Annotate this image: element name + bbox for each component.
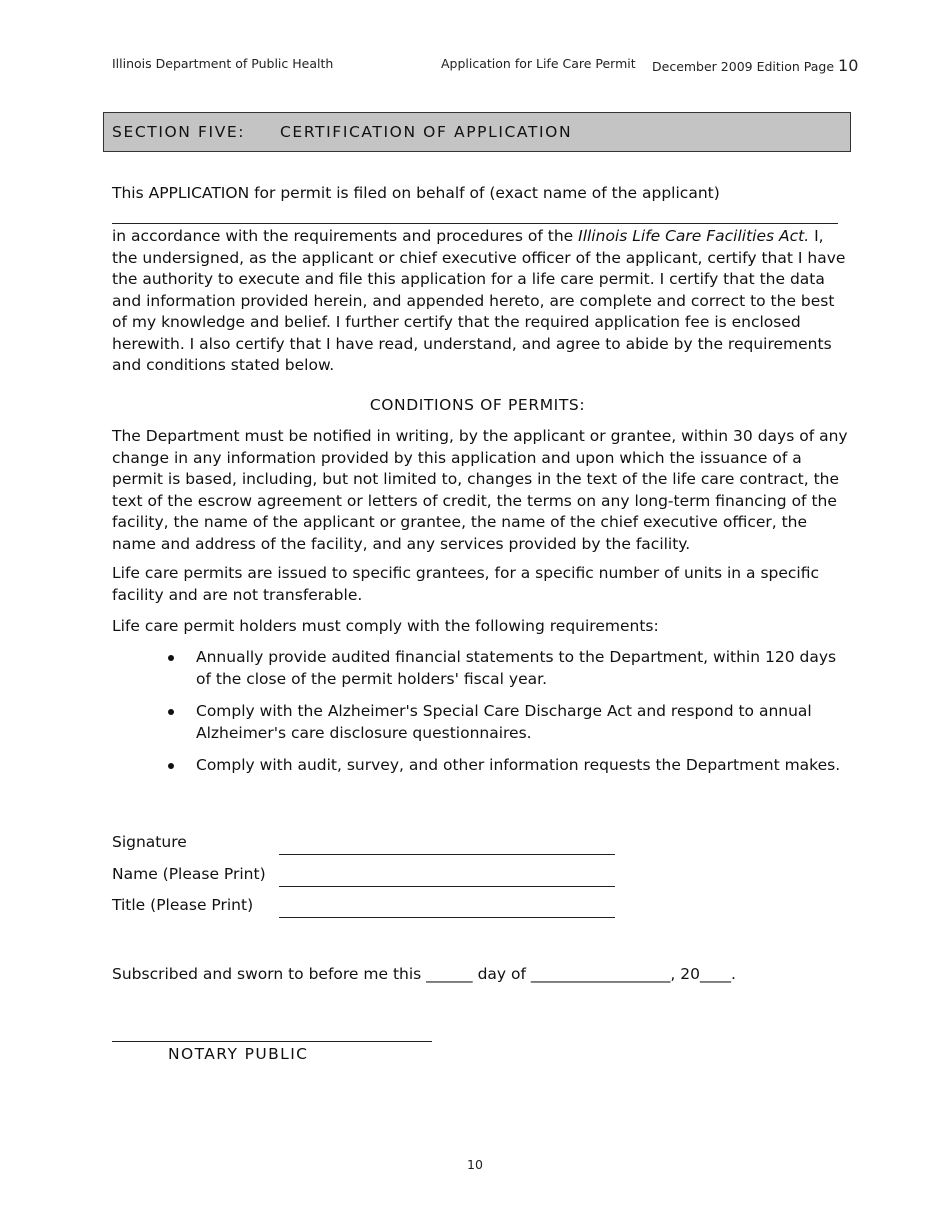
notary-public-label: NOTARY PUBLIC <box>168 1045 309 1063</box>
requirement-text: Annually provide audited financial statements to the Department, within 120 days of the close of the permit holders' fiscal year. <box>196 648 837 688</box>
bullet-icon <box>168 763 174 769</box>
requirement-text: Comply with audit, survey, and other information requests the Department makes. <box>196 756 841 774</box>
conditions-holders-intro: Life care permit holders must comply with the following requirements: <box>112 617 659 635</box>
certification-text-before-act: in accordance with the requirements and procedures of the <box>112 227 579 245</box>
header-agency: Illinois Department of Public Health <box>112 56 334 71</box>
requirement-item <box>112 647 850 690</box>
signature-row <box>112 832 616 856</box>
header-edition-text: December 2009 Edition Page <box>652 59 835 74</box>
section-title: CERTIFICATION OF APPLICATION <box>280 123 573 141</box>
section-number: SECTION FIVE: <box>112 123 246 141</box>
bullet-icon <box>168 655 174 661</box>
header-edition <box>652 56 858 75</box>
conditions-issued-paragraph: Life care permits are issued to specific grantees, for a specific number of units in a specific facility and are not transferable. <box>112 564 820 604</box>
signature-label: Signature <box>112 833 187 851</box>
certification-paragraph <box>112 226 850 377</box>
title-row <box>112 895 616 919</box>
sworn-statement: Subscribed and sworn to before me this ______ day of __________________, 20____. <box>112 965 736 983</box>
act-name: Illinois Life Care Facilities Act. <box>578 227 810 245</box>
requirement-text: Comply with the Alzheimer's Special Care Discharge Act and respond to annual Alzheimer's care disclosure questionnaires. <box>196 702 812 742</box>
conditions-heading: CONDITIONS OF PERMITS: <box>369 396 586 414</box>
requirement-item <box>112 755 850 777</box>
name-field[interactable] <box>279 864 615 887</box>
name-label: Name (Please Print) <box>112 865 266 883</box>
requirements-list <box>112 647 850 788</box>
title-label: Title (Please Print) <box>112 896 254 914</box>
notary-signature-line[interactable] <box>112 1041 432 1042</box>
bullet-icon <box>168 709 174 715</box>
section-heading-box <box>103 112 851 152</box>
conditions-notify-paragraph: The Department must be notified in writing, by the applicant or grantee, within 30 days of any change in any information provided by this application and upon which the issuance of a permit is based, including, but not limited to, changes in the text of the life care contract, the text of the escrow agreement or letters of credit, the terms on any long-term financing of the facility, the name of the applicant or grantee, the name of the chief executive officer, the name and address of the facility, and any services provided by the facility. <box>112 427 848 553</box>
header-page-number: 10 <box>838 56 859 75</box>
certification-intro: This APPLICATION for permit is filed on behalf of (exact name of the applicant) <box>112 184 720 202</box>
footer-page-number: 10 <box>467 1157 483 1172</box>
name-row <box>112 864 616 888</box>
title-field[interactable] <box>279 895 615 918</box>
header-form-title: Application for Life Care Permit <box>441 56 636 71</box>
applicant-name-field[interactable] <box>112 223 838 224</box>
requirement-item <box>112 701 850 744</box>
signature-field[interactable] <box>279 832 615 855</box>
certification-text-after-act: I, the undersigned, as the applicant or chief executive officer of the applicant, certify that I have the authority to execute and file this application for a life care permit. I certify that the data and information provided herein, and appended hereto, are complete and correct to the best of my knowledge and belief. I further certify that the required application fee is enclosed herewith. I also certify that I have read, understand, and agree to abide by the requirements and conditions stated below. <box>112 227 846 374</box>
